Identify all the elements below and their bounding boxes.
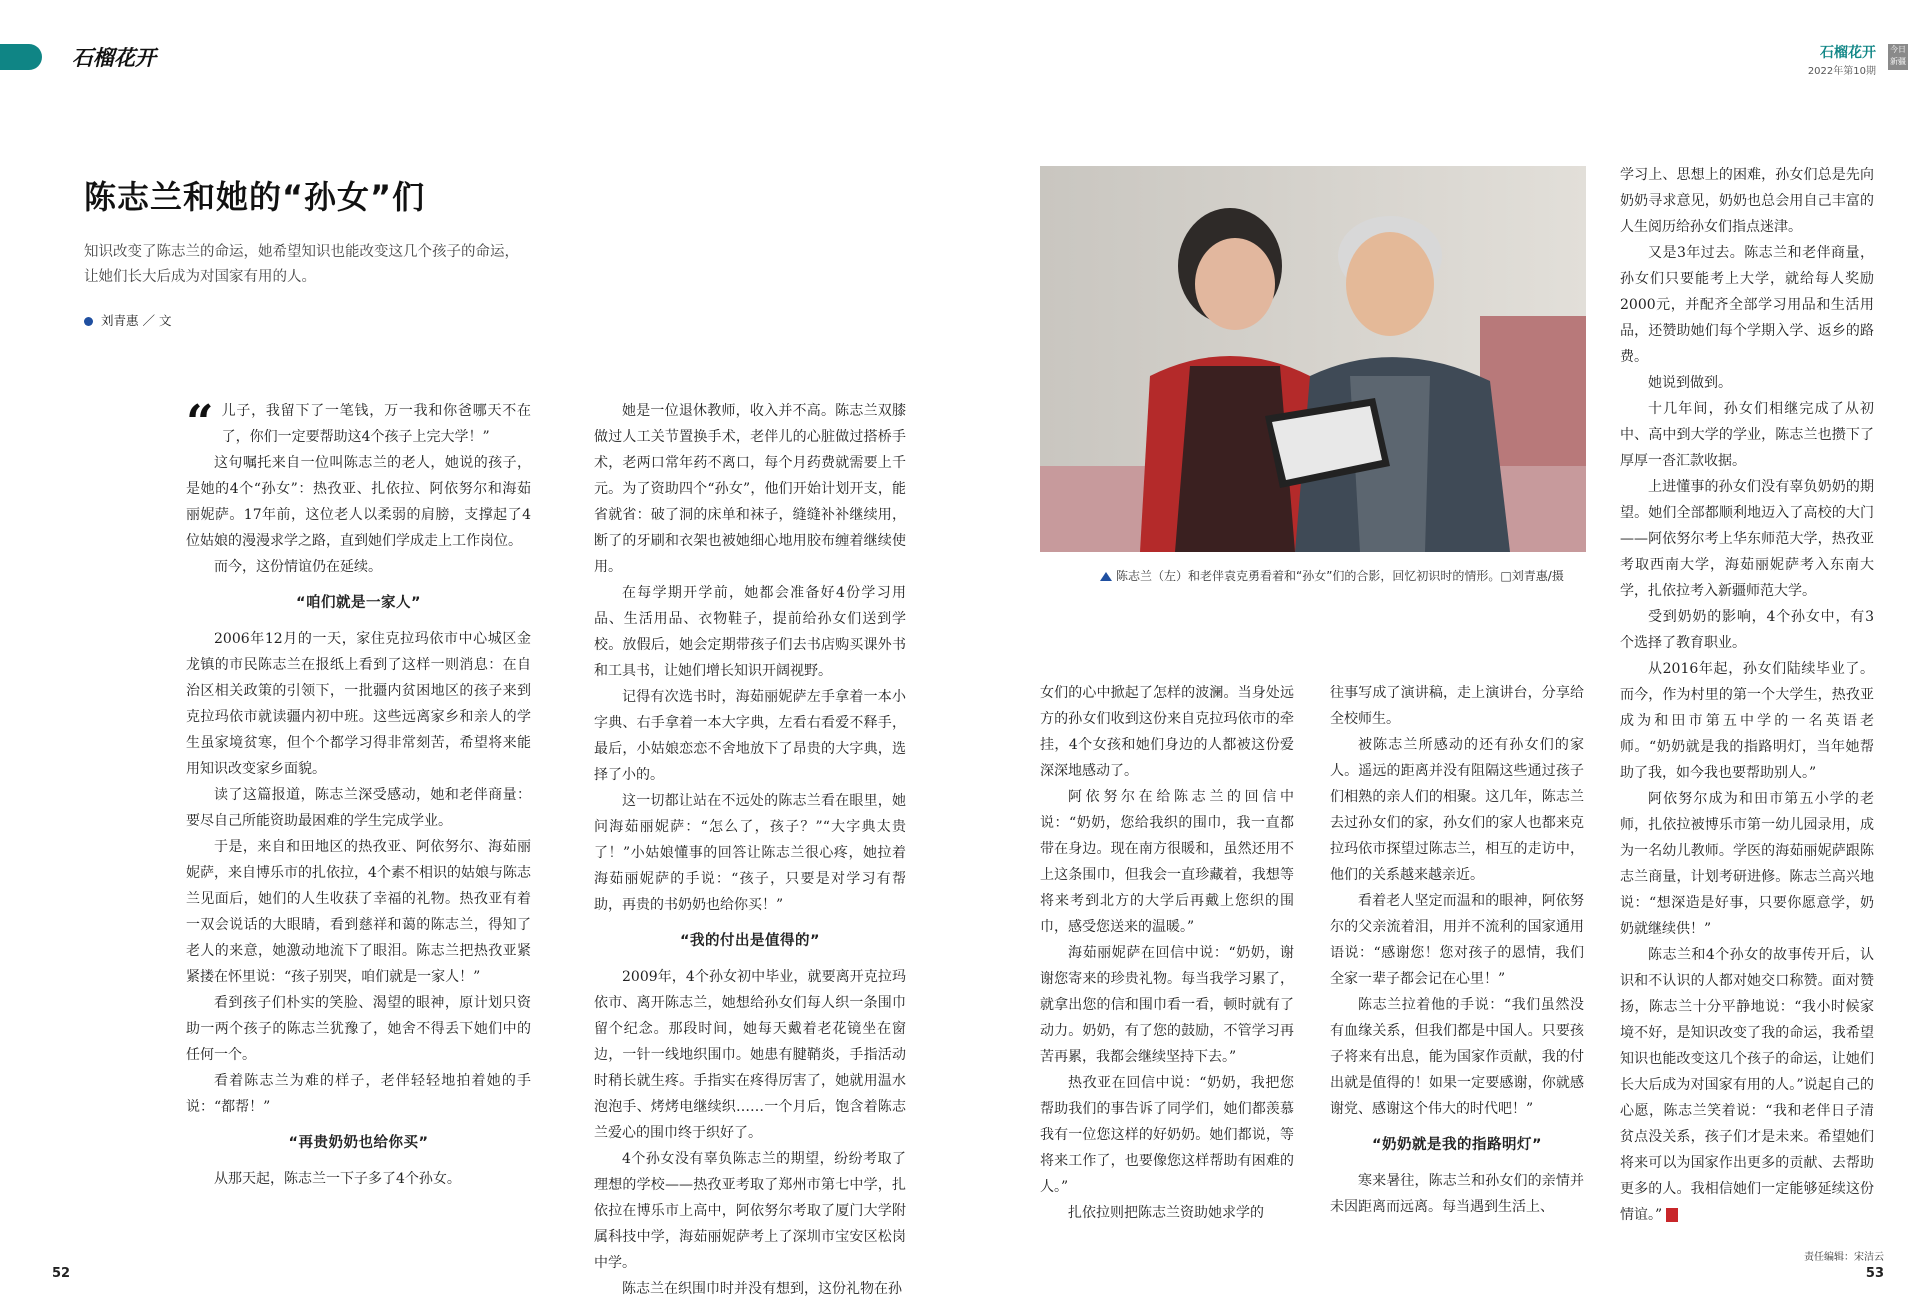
article-photo	[1040, 166, 1586, 552]
subheading: “再贵奶奶也给你买”	[288, 1135, 429, 1151]
article-lede: 知识改变了陈志兰的命运，她希望知识也能改变这几个孩子的命运，让她们长大后成为对国家有用的人。	[84, 244, 519, 285]
caption-triangle-icon	[1100, 572, 1112, 581]
paragraph: 往事写成了演讲稿，走上演讲台，分享给全校师生。	[1330, 685, 1584, 727]
article-title: 陈志兰和她的“孙女”们	[84, 178, 426, 216]
magazine-badge: 今日新疆	[1888, 44, 1908, 70]
byline	[84, 311, 171, 329]
paragraph: 受到奶奶的影响，4个孙女中，有3个选择了教育职业。	[1620, 609, 1874, 651]
paragraph: 阿依努尔成为和田市第五小学的老师，扎依拉被博乐市第一幼儿园录用，成为一名幼儿教师。学医的海茹丽妮萨跟陈志兰商量，计划考研进修。陈志兰高兴地说：“想深造是好事，只要你愿意学，奶奶就继续供！”	[1620, 791, 1874, 937]
paragraph: 于是，来自和田地区的热孜亚、阿依努尔、海茹丽妮萨，来自博乐市的扎依拉，4个素不相识的姑娘与陈志兰见面后，她们的人生收获了幸福的礼物。热孜亚有着一双会说话的大眼睛，看到慈祥和蔼的陈志兰，得知了老人的来意，她激动地流下了眼泪。陈志兰把热孜亚紧紧搂在怀里说：“孩子别哭，咱们就是一家人！”	[186, 839, 531, 985]
byline-text: 刘青惠 ／ 文	[101, 313, 172, 328]
running-header	[1808, 42, 1876, 77]
text-column-5	[1620, 162, 1874, 1254]
section-tab-marker	[0, 44, 42, 70]
paragraph: 上进懂事的孙女们没有辜负奶奶的期望。她们全部都顺利地迈入了高校的大门——阿依努尔考上华东师范大学，热孜亚考取西南大学，海茹丽妮萨考入东南大学，扎依拉考入新疆师范大学。	[1620, 479, 1874, 599]
paragraph: 她是一位退休教师，收入并不高。陈志兰双膝做过人工关节置换手术，老伴儿的心脏做过搭桥手术，老两口常年药不离口，每个月药费就需要上千元。为了资助四个“孙女”，他们开始计划开支，能省就省：破了洞的床单和袜子，缝缝补补继续用，断了的牙刷和衣架也被她细心地用胶布缠着继续使用。	[594, 403, 906, 575]
paragraph: 这一切都让站在不远处的陈志兰看在眼里，她问海茹丽妮萨：“怎么了，孩子？”“大字典太贵了！”小姑娘懂事的回答让陈志兰很心疼，她拉着海茹丽妮萨的手说：“孩子，只要是对学习有帮助，再贵的书奶奶也给你买！”	[594, 793, 906, 913]
opening-quote-text: 儿子，我留下了一笔钱，万一我和你爸哪天不在了，你们一定要帮助这4个孩子上完大学！”	[221, 403, 531, 445]
paragraph: 记得有次选书时，海茹丽妮萨左手拿着一本小字典、右手拿着一本大字典，左看右看爱不释手，最后，小姑娘恋恋不舍地放下了昂贵的大字典，选择了小的。	[594, 689, 906, 783]
quote-mark-icon: “	[186, 395, 214, 451]
paragraph: 看到孩子们朴实的笑脸、渴望的眼神，原计划只资助一两个孩子的陈志兰犹豫了，她舍不得丢下她们中的任何一个。	[186, 995, 531, 1063]
subheading: “我的付出是值得的”	[679, 933, 821, 949]
byline-bullet-icon	[84, 317, 93, 326]
text-column-3	[1040, 680, 1294, 1254]
photo-illustration	[1040, 166, 1586, 552]
page-number-left: 52	[52, 1266, 71, 1281]
paragraph: 被陈志兰所感动的还有孙女们的家人。遥远的距离并没有阻隔这些通过孩子们相熟的亲人们的相聚。这几年，陈志兰去过孙女们的家，孙女们的家人也都来克拉玛依市探望过陈志兰，相互的走访中，他们的关系越来越亲近。	[1330, 737, 1584, 883]
paragraph: 热孜亚在回信中说：“奶奶，我把您帮助我们的事告诉了同学们，她们都羡慕我有一位您这样的好奶奶。她们都说，等将来工作了，也要像您这样帮助有困难的人。”	[1040, 1075, 1294, 1195]
paragraph: 看着陈志兰为难的样子，老伴轻轻地拍着她的手说：“都帮！”	[186, 1073, 531, 1115]
paragraph-text: 陈志兰和4个孙女的故事传开后，认识和不认识的人都对她交口称赞。面对赞扬，陈志兰十分平静地说：“我小时候家境不好，是知识改变了我的命运，我希望知识也能改变这几个孩子的命运，让她们长大后成为对国家有用的人。”说起自己的心愿，陈志兰笑着说：“我和老伴日子清贫点没关系，孩子们才是未来。希望她们将来可以为国家作出更多的贡献、去帮助更多的人。我相信她们一定能够延续这份情谊。”	[1620, 947, 1874, 1223]
paragraph: 又是3年过去。陈志兰和老伴商量，孙女们只要能考上大学，就给每人奖励2000元，并配齐全部学习用品和生活用品，还赞助她们每个学期入学、返乡的路费。	[1620, 245, 1874, 365]
paragraph: 从那天起，陈志兰一下子多了4个孙女。	[214, 1171, 461, 1187]
subheading: “咱们就是一家人”	[295, 595, 422, 611]
opening-quote	[186, 395, 531, 451]
paragraph: 她说到做到。	[1648, 375, 1732, 391]
text-column-4	[1330, 680, 1584, 1254]
end-mark-icon	[1666, 1208, 1678, 1222]
subheading: “奶奶就是我的指路明灯”	[1371, 1137, 1543, 1153]
paragraph: 扎依拉则把陈志兰资助她求学的	[1068, 1205, 1264, 1221]
paragraph: 看着老人坚定而温和的眼神，阿依努尔的父亲流着泪，用并不流利的国家通用语说：“感谢您！您对孩子的恩情，我们全家一辈子都会记在心里！”	[1330, 893, 1584, 987]
paragraph: 2006年12月的一天，家住克拉玛依市中心城区金龙镇的市民陈志兰在报纸上看到了这样一则消息：在自治区相关政策的引领下，一批疆内贫困地区的孩子来到克拉玛依市就读疆内初中班。这些远离家乡和亲人的学生虽家境贫寒，但个个都学习得非常刻苦，希望将来能用知识改变家乡面貌。	[186, 631, 531, 777]
page-number-right: 53	[1865, 1266, 1884, 1281]
photo-caption: 陈志兰（左）和老伴袁克勇看着和“孙女”们的合影，回忆初识时的情形。□刘青惠/摄	[1116, 569, 1564, 583]
text-column-1	[186, 395, 531, 1254]
paragraph: 4个孙女没有辜负陈志兰的期望，纷纷考取了理想的学校——热孜亚考取了郑州市第七中学，扎依拉在博乐市上高中，阿依努尔考取了厦门大学附属科技中学，海茹丽妮萨考上了深圳市宝安区松岗中学。	[594, 1151, 906, 1271]
text-column-2	[594, 398, 906, 1297]
paragraph: 读了这篇报道，陈志兰深受感动，她和老伴商量：要尽自己所能资助最困难的学生完成学业。	[186, 787, 531, 829]
paragraph	[1620, 942, 1874, 1228]
paragraph: 这句嘱托来自一位叫陈志兰的老人，她说的孩子，是她的4个“孙女”：热孜亚、扎依拉、阿依努尔和海茹丽妮萨。17年前，这位老人以柔弱的肩膀，支撑起了4位姑娘的漫漫求学之路，直到她们学成走上工作岗位。	[186, 455, 531, 549]
editor-credit: 责任编辑：宋洁云	[1804, 1252, 1884, 1263]
paragraph: 陈志兰拉着他的手说：“我们虽然没有血缘关系，但我们都是中国人。只要孩子将来有出息，能为国家作贡献，我的付出就是值得的！如果一定要感谢，你就感谢党、感谢这个伟大的时代吧！”	[1330, 997, 1584, 1117]
paragraph: 而今，这份情谊仍在延续。	[214, 559, 382, 575]
paragraph: 寒来暑往，陈志兰和孙女们的亲情并未因距离而远离。每当遇到生活上、	[1330, 1173, 1584, 1215]
paragraph: 学习上、思想上的困难，孙女们总是先向奶奶寻求意见，奶奶也总会用自己丰富的人生阅历给孙女们指点迷津。	[1620, 167, 1874, 235]
paragraph: 女们的心中掀起了怎样的波澜。当身处远方的孙女们收到这份来自克拉玛依市的牵挂，4个女孩和她们身边的人都被这份爱深深地感动了。	[1040, 685, 1294, 779]
paragraph: 2009年，4个孙女初中毕业，就要离开克拉玛依市、离开陈志兰，她想给孙女们每人织一条围巾留个纪念。那段时间，她每天戴着老花镜坐在窗边，一针一线地织围巾。她患有腱鞘炎，手指活动时稍长就生疼。手指实在疼得厉害了，她就用温水泡泡手、烤烤电继续织……一个月后，饱含着陈志兰爱心的围巾终于织好了。	[594, 969, 906, 1141]
paragraph: 阿依努尔在给陈志兰的回信中说：“奶奶，您给我织的围巾，我一直都带在身边。现在南方很暖和，虽然还用不上这条围巾，但我会一直珍藏着，我想等将来考到北方的大学后再戴上您织的围巾，感受您送来的温暖。”	[1040, 789, 1294, 935]
running-header-issue: 2022年第10期	[1807, 66, 1876, 77]
paragraph: 十几年间，孙女们相继完成了从初中、高中到大学的学业，陈志兰也攒下了厚厚一沓汇款收据。	[1620, 401, 1874, 469]
paragraph: 在每学期开学前，她都会准备好4份学习用品、生活用品、衣物鞋子，提前给孙女们送到学校。放假后，她会定期带孩子们去书店购买课外书和工具书，让她们增长知识开阔视野。	[594, 585, 906, 679]
paragraph: 从2016年起，孙女们陆续毕业了。而今，作为村里的第一个大学生，热孜亚成为和田市第五中学的一名英语老师。“奶奶就是我的指路明灯，当年她帮助了我，如今我也要帮助别人。”	[1620, 661, 1874, 781]
paragraph: 海茹丽妮萨在回信中说：“奶奶，谢谢您寄来的珍贵礼物。每当我学习累了，就拿出您的信和围巾看一看，顿时就有了动力。奶奶，有了您的鼓励，不管学习再苦再累，我都会继续坚持下去。”	[1040, 945, 1294, 1065]
paragraph: 陈志兰在织围巾时并没有想到，这份礼物在孙	[622, 1281, 902, 1297]
section-title: 石榴花开	[72, 45, 156, 70]
running-header-title: 石榴花开	[1820, 45, 1876, 61]
